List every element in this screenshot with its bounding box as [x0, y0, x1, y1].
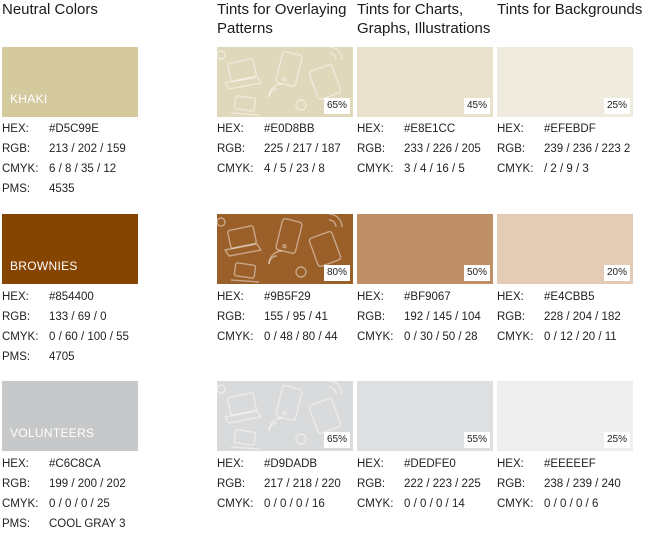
- rgb-label: RGB:: [357, 478, 386, 490]
- rgb-label: RGB:: [217, 311, 246, 323]
- tint-brownies-20: [497, 214, 633, 284]
- rgb-label: RGB:: [497, 478, 526, 490]
- rgb-value: 225 / 217 / 187: [264, 143, 341, 155]
- hex-value: #DEDFE0: [404, 458, 456, 470]
- hex-value: #9B5F29: [264, 291, 311, 303]
- cmyk-label: CMYK:: [497, 331, 534, 343]
- tint-percent: 50%: [464, 265, 490, 281]
- cmyk-value: 0 / 0 / 0 / 25: [49, 498, 110, 510]
- hex-label: HEX:: [2, 458, 29, 470]
- hex-value: #854400: [49, 291, 94, 303]
- tint-brownies-50: [357, 214, 493, 284]
- cmyk-label: CMYK:: [217, 163, 254, 175]
- hex-label: HEX:: [357, 291, 384, 303]
- rgb-label: RGB:: [2, 143, 31, 155]
- tint-volunteers-65: [217, 381, 353, 451]
- spec-tint-volunteers-25: [497, 454, 621, 514]
- rgb-label: RGB:: [2, 478, 31, 490]
- hex-label: HEX:: [217, 458, 244, 470]
- rgb-value: 228 / 204 / 182: [544, 311, 621, 323]
- hex-value: #D9DADB: [264, 458, 318, 470]
- spec-tint-khaki-25: [497, 119, 630, 179]
- cmyk-value: 0 / 48 / 80 / 44: [264, 331, 338, 343]
- swatch-name: BROWNIES: [10, 259, 78, 273]
- cmyk-value: 0 / 0 / 0 / 6: [544, 498, 599, 510]
- hex-value: #C6C8CA: [49, 458, 101, 470]
- hex-label: HEX:: [2, 291, 29, 303]
- tint-percent: 20%: [604, 265, 630, 281]
- hex-value: #E4CBB5: [544, 291, 595, 303]
- tint-percent: 65%: [324, 98, 350, 114]
- cmyk-value: / 2 / 9 / 3: [544, 163, 589, 175]
- cmyk-value: 3 / 4 / 16 / 5: [404, 163, 465, 175]
- cmyk-value: 4 / 5 / 23 / 8: [264, 163, 325, 175]
- hex-label: HEX:: [217, 123, 244, 135]
- cmyk-value: 6 / 8 / 35 / 12: [49, 163, 117, 175]
- rgb-label: RGB:: [497, 143, 526, 155]
- tint-khaki-65: [217, 47, 353, 117]
- hex-value: #EEEEEF: [544, 458, 596, 470]
- pms-label: PMS:: [2, 351, 31, 363]
- header-neutral-colors: Neutral Colors: [2, 1, 98, 18]
- cmyk-value: 0 / 60 / 100 / 55: [49, 331, 129, 343]
- spec-tint-khaki-65: [217, 119, 341, 179]
- tint-percent: 80%: [324, 265, 350, 281]
- tint-percent: 65%: [324, 432, 350, 448]
- cmyk-value: 0 / 0 / 0 / 14: [404, 498, 465, 510]
- hex-label: HEX:: [497, 123, 524, 135]
- header-overlay-tints: Tints for Overlaying Patterns: [217, 1, 347, 37]
- rgb-value: 217 / 218 / 220: [264, 478, 341, 490]
- rgb-value: 133 / 69 / 0: [49, 311, 107, 323]
- hex-value: #D5C99E: [49, 123, 99, 135]
- pms-value: COOL GRAY 3: [49, 518, 126, 530]
- rgb-value: 155 / 95 / 41: [264, 311, 328, 323]
- cmyk-value: 0 / 30 / 50 / 28: [404, 331, 478, 343]
- cmyk-label: CMYK:: [217, 331, 254, 343]
- spec-tint-khaki-45: [357, 119, 481, 179]
- rgb-label: RGB:: [357, 143, 386, 155]
- hex-value: #E0D8BB: [264, 123, 315, 135]
- rgb-label: RGB:: [497, 311, 526, 323]
- pms-value: 4535: [49, 183, 75, 195]
- swatch-name: KHAKI: [10, 92, 48, 106]
- rgb-value: 239 / 236 / 223 2: [544, 143, 631, 155]
- hex-value: #EFEBDF: [544, 123, 596, 135]
- spec-tint-volunteers-65: [217, 454, 341, 514]
- tint-brownies-80: [217, 214, 353, 284]
- hex-label: HEX:: [2, 123, 29, 135]
- cmyk-label: CMYK:: [357, 498, 394, 510]
- hex-label: HEX:: [497, 458, 524, 470]
- cmyk-label: CMYK:: [217, 498, 254, 510]
- cmyk-label: CMYK:: [357, 163, 394, 175]
- rgb-label: RGB:: [217, 478, 246, 490]
- hex-label: HEX:: [497, 291, 524, 303]
- tint-percent: 25%: [604, 432, 630, 448]
- hex-value: #E8E1CC: [404, 123, 456, 135]
- cmyk-value: 0 / 12 / 20 / 11: [544, 331, 617, 343]
- tint-khaki-45: [357, 47, 493, 117]
- rgb-label: RGB:: [357, 311, 386, 323]
- header-background-tints: Tints for Backgrounds: [497, 1, 643, 18]
- hex-value: #BF9067: [404, 291, 451, 303]
- hex-label: HEX:: [217, 291, 244, 303]
- cmyk-label: CMYK:: [2, 498, 39, 510]
- swatch-brownies: [2, 214, 138, 284]
- rgb-value: 192 / 145 / 104: [404, 311, 481, 323]
- hex-label: HEX:: [357, 458, 384, 470]
- spec-brownies: [2, 287, 129, 367]
- pms-value: 4705: [49, 351, 75, 363]
- spec-khaki: [2, 119, 126, 199]
- cmyk-label: CMYK:: [2, 331, 39, 343]
- cmyk-label: CMYK:: [497, 498, 534, 510]
- rgb-label: RGB:: [2, 311, 31, 323]
- cmyk-label: CMYK:: [357, 331, 394, 343]
- tint-volunteers-25: [497, 381, 633, 451]
- spec-tint-brownies-50: [357, 287, 481, 347]
- rgb-value: 222 / 223 / 225: [404, 478, 481, 490]
- cmyk-label: CMYK:: [2, 163, 39, 175]
- swatch-name: VOLUNTEERS: [10, 426, 95, 440]
- tint-percent: 55%: [464, 432, 490, 448]
- spec-tint-brownies-80: [217, 287, 338, 347]
- pms-label: PMS:: [2, 518, 31, 530]
- tint-khaki-25: [497, 47, 633, 117]
- cmyk-label: CMYK:: [497, 163, 534, 175]
- hex-label: HEX:: [357, 123, 384, 135]
- swatch-khaki: [2, 47, 138, 117]
- tint-volunteers-55: [357, 381, 493, 451]
- header-chart-tints: Tints for Charts, Graphs, Illustrations: [357, 1, 491, 37]
- swatch-volunteers: [2, 381, 138, 451]
- cmyk-value: 0 / 0 / 0 / 16: [264, 498, 325, 510]
- spec-tint-brownies-20: [497, 287, 621, 347]
- rgb-value: 213 / 202 / 159: [49, 143, 126, 155]
- spec-tint-volunteers-55: [357, 454, 481, 514]
- rgb-value: 233 / 226 / 205: [404, 143, 481, 155]
- rgb-label: RGB:: [217, 143, 246, 155]
- tint-percent: 45%: [464, 98, 490, 114]
- rgb-value: 199 / 200 / 202: [49, 478, 126, 490]
- rgb-value: 238 / 239 / 240: [544, 478, 621, 490]
- tint-percent: 25%: [604, 98, 630, 114]
- spec-volunteers: [2, 454, 126, 534]
- pms-label: PMS:: [2, 183, 31, 195]
